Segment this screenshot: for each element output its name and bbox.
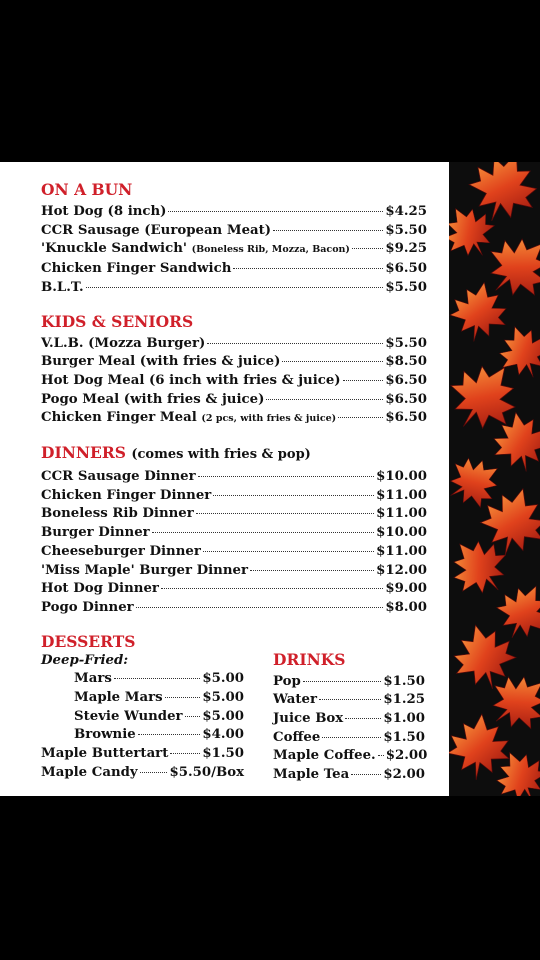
section-title-drinks: DRINKS bbox=[273, 649, 346, 669]
item-price: $9.25 bbox=[385, 241, 427, 257]
menu-item bbox=[41, 353, 427, 372]
item-price: $6.50 bbox=[385, 372, 427, 388]
leader-dots bbox=[233, 268, 383, 269]
item-name: Burger Dinner bbox=[41, 525, 150, 541]
leader-dots bbox=[168, 211, 383, 212]
maple-leaf-icon bbox=[449, 278, 512, 347]
item-price: $4.25 bbox=[385, 204, 427, 219]
leader-dots bbox=[165, 697, 201, 698]
item-price: $5.00 bbox=[202, 671, 244, 687]
menu-item bbox=[41, 372, 427, 391]
item-price: $11.00 bbox=[376, 543, 427, 559]
leader-dots bbox=[198, 476, 375, 477]
item-name: Hot Dog Meal (6 inch with fries & juice) bbox=[41, 372, 341, 388]
menu-item bbox=[41, 279, 427, 298]
leader-dots bbox=[152, 532, 374, 533]
leader-dots bbox=[282, 361, 383, 362]
item-name: Maple Buttertart bbox=[41, 746, 169, 762]
item-price: $5.50/Box bbox=[169, 764, 244, 780]
menu-item bbox=[41, 670, 244, 689]
item-price: $5.50 bbox=[385, 222, 427, 238]
leader-dots bbox=[207, 343, 383, 344]
leader-dots bbox=[196, 513, 374, 514]
menu-item bbox=[273, 710, 425, 729]
leader-dots bbox=[250, 570, 374, 571]
dinners-note: (comes with fries & pop) bbox=[131, 447, 311, 463]
dinners-list bbox=[41, 468, 427, 618]
menu-item bbox=[41, 505, 427, 524]
leader-dots bbox=[351, 774, 381, 775]
leader-dots bbox=[213, 495, 374, 496]
leader-dots bbox=[170, 753, 200, 754]
kids-seniors-list bbox=[41, 335, 427, 430]
menu-item bbox=[41, 689, 244, 708]
leader-dots bbox=[338, 417, 383, 418]
menu-item bbox=[273, 766, 425, 785]
menu-item bbox=[41, 335, 427, 354]
item-price: $11.00 bbox=[376, 506, 427, 522]
leader-dots bbox=[136, 607, 384, 608]
leader-dots bbox=[345, 718, 381, 719]
item-name: Burger Meal (with fries & juice) bbox=[41, 354, 281, 370]
item-name: Cheeseburger Dinner bbox=[41, 543, 201, 559]
leader-dots bbox=[273, 230, 383, 231]
item-price: $11.00 bbox=[376, 487, 427, 503]
menu-item bbox=[41, 745, 244, 764]
leader-dots bbox=[86, 287, 384, 288]
menu-item bbox=[41, 409, 427, 429]
item-name bbox=[41, 409, 336, 429]
section-title-desserts: DESSERTS bbox=[41, 631, 136, 651]
section-title-dinners bbox=[41, 443, 427, 465]
maple-leaf-icon-group bbox=[449, 162, 540, 796]
item-name: Juice Box bbox=[273, 711, 344, 727]
leader-dots bbox=[343, 380, 384, 381]
item-name: 'Miss Maple' Burger Dinner bbox=[41, 562, 248, 578]
dinners-title-text: DINNERS bbox=[41, 443, 126, 463]
leader-dots bbox=[185, 716, 201, 717]
leader-dots bbox=[319, 699, 381, 700]
menu-item bbox=[41, 222, 427, 241]
menu-item bbox=[41, 764, 244, 783]
menu-card bbox=[0, 162, 449, 796]
item-name-text: Chicken Finger Meal bbox=[41, 410, 197, 426]
menu-item bbox=[41, 580, 427, 599]
maple-leaf-icon bbox=[449, 447, 510, 518]
menu-item bbox=[41, 599, 427, 618]
item-price: $4.00 bbox=[202, 727, 244, 743]
menu-item bbox=[41, 487, 427, 506]
item-price: $5.50 bbox=[385, 335, 427, 351]
item-name: Stevie Wunder bbox=[74, 708, 183, 724]
item-name: Hot Dog Dinner bbox=[41, 581, 159, 597]
item-price: $6.50 bbox=[385, 410, 427, 426]
item-price: $8.50 bbox=[385, 354, 427, 370]
item-name: Mars bbox=[74, 671, 112, 687]
leader-dots bbox=[161, 588, 383, 589]
menu-item bbox=[41, 391, 427, 410]
item-price: $8.00 bbox=[385, 599, 427, 615]
leader-dots bbox=[322, 737, 381, 738]
deep-fried-list bbox=[41, 670, 244, 745]
desserts-column bbox=[41, 632, 244, 785]
item-note: (Boneless Rib, Mozza, Bacon) bbox=[191, 244, 350, 256]
menu-item bbox=[41, 240, 427, 260]
menu-item bbox=[41, 726, 244, 745]
item-name bbox=[41, 240, 350, 260]
item-price: $10.00 bbox=[376, 469, 427, 485]
item-name: B.L.T. bbox=[41, 279, 84, 295]
item-price: $1.00 bbox=[383, 711, 425, 727]
on-a-bun-list bbox=[41, 203, 427, 298]
maple-leaf-border bbox=[449, 162, 540, 796]
item-price: $6.50 bbox=[385, 261, 427, 277]
item-price: $5.50 bbox=[385, 279, 427, 295]
item-name: Hot Dog (8 inch) bbox=[41, 204, 167, 219]
item-price: $1.50 bbox=[383, 673, 425, 689]
menu-item bbox=[41, 524, 427, 543]
leader-dots bbox=[352, 248, 383, 249]
desserts-list bbox=[41, 745, 244, 782]
menu-item bbox=[41, 203, 427, 222]
maple-leaf-icon bbox=[449, 711, 513, 782]
section-title-on-a-bun: ON A BUN bbox=[41, 180, 133, 199]
menu-item bbox=[41, 562, 427, 581]
item-price: $2.00 bbox=[383, 767, 425, 783]
item-name: Brownie bbox=[74, 727, 136, 743]
item-note: (2 pcs, with fries & juice) bbox=[201, 413, 337, 425]
item-name: Maple Candy bbox=[41, 764, 138, 780]
item-price: $6.50 bbox=[385, 391, 427, 407]
item-name: V.L.B. (Mozza Burger) bbox=[41, 335, 206, 351]
item-name: CCR Sausage Dinner bbox=[41, 469, 196, 485]
leader-dots bbox=[303, 681, 382, 682]
leader-dots bbox=[138, 734, 201, 735]
item-name: Pogo Meal (with fries & juice) bbox=[41, 391, 265, 407]
item-price: $10.00 bbox=[376, 525, 427, 541]
item-name: Pogo Dinner bbox=[41, 599, 134, 615]
leader-dots bbox=[266, 399, 383, 400]
item-name: Maple Mars bbox=[74, 690, 163, 706]
item-name: Coffee bbox=[273, 729, 321, 745]
menu-item bbox=[273, 747, 428, 766]
item-price: $2.00 bbox=[385, 748, 428, 764]
menu-item bbox=[273, 691, 425, 710]
item-price: $1.25 bbox=[383, 692, 425, 708]
item-name: Chicken Finger Sandwich bbox=[41, 261, 232, 277]
item-name: Maple Tea bbox=[273, 767, 350, 783]
item-name: Pop bbox=[273, 673, 301, 689]
section-title-kids-seniors: KIDS & SENIORS bbox=[41, 311, 194, 331]
item-price: $5.00 bbox=[202, 708, 244, 724]
item-name: Water bbox=[273, 692, 318, 708]
leader-dots bbox=[203, 551, 374, 552]
item-name: Maple Coffee. bbox=[273, 748, 376, 764]
item-price: $9.00 bbox=[385, 581, 427, 597]
menu-item bbox=[41, 468, 427, 487]
drinks-column bbox=[273, 632, 428, 785]
drinks-list bbox=[273, 673, 428, 785]
menu-item bbox=[41, 543, 427, 562]
item-name-text: 'Knuckle Sandwich' bbox=[41, 241, 187, 257]
leader-dots bbox=[140, 772, 168, 773]
menu-item bbox=[41, 260, 427, 279]
item-name: Boneless Rib Dinner bbox=[41, 506, 194, 522]
item-price: $1.50 bbox=[202, 746, 244, 762]
item-price: $1.50 bbox=[383, 729, 425, 745]
menu-item bbox=[41, 708, 244, 727]
item-price: $5.00 bbox=[202, 690, 244, 706]
leader-dots bbox=[114, 678, 201, 679]
menu-item bbox=[273, 673, 425, 692]
deep-fried-subhead: Deep-Fried: bbox=[41, 652, 129, 668]
menu-item bbox=[273, 729, 425, 748]
bottom-columns bbox=[41, 632, 427, 785]
leader-dots bbox=[378, 755, 384, 756]
item-name: CCR Sausage (European Meat) bbox=[41, 222, 272, 238]
item-name: Chicken Finger Dinner bbox=[41, 487, 212, 503]
item-price: $12.00 bbox=[376, 562, 427, 578]
